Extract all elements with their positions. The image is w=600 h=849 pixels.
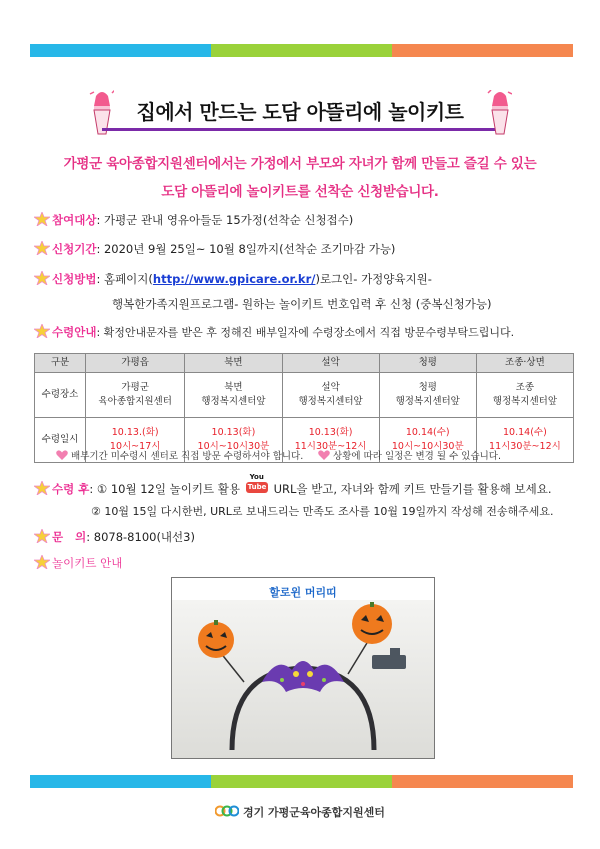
star-icon [34,212,50,226]
star-icon [34,555,50,569]
receive-label: 수령안내 [52,325,97,339]
top-bar-blue [30,44,211,57]
kit-row [34,555,122,571]
homepage-link[interactable]: http://www.gpicare.or.kr/ [152,272,316,286]
right-crayon-icon [486,90,512,138]
schedule-table [34,353,574,463]
row-label: 수령일시 [35,418,86,463]
method-label: 신청방법 [52,272,97,286]
table-header-row [35,354,574,373]
method-prefix: : 홈페이지( [96,272,153,286]
intro-line-2: 도담 아뜰리에 놀이키트를 선착순 신청받습니다. [161,184,439,200]
heart-icon [318,450,330,460]
bottom-color-bar [30,775,573,788]
footer [0,804,600,820]
table-row [35,373,574,418]
title-underline [102,128,498,131]
table-cell: 10.13(화) 10시~10시30분 [185,418,282,463]
receive-value: : 확정안내문자를 받은 후 정해진 배부일자에 수령장소에서 직접 방문수령부탁드립니다. [96,326,515,339]
kit-photo [171,577,435,759]
table-cell: 10.14(수) 10시~10시30분 [379,418,476,463]
table-cell: 10.13(화) 11시30분~12시 [282,418,379,463]
after-label: 수령 후 [52,482,90,496]
method-line-2: 행복한가족지원프로그램- 원하는 놀이키트 번호입력 후 신청 (중복신청가능) [112,297,492,311]
star-icon [34,324,50,338]
top-color-bar [30,44,573,57]
target-label: 참여대상 [52,213,97,227]
table-cell: 조종 행정복지센터앞 [476,373,573,418]
star-icon [34,529,50,543]
table-header-cell: 청평 [379,354,476,373]
heart-icon [56,450,68,460]
table-header-cell: 가평읍 [86,354,185,373]
table-cell: 10.13.(화) 10시~17시 [86,418,185,463]
after-line-1a: : ① 10월 12일 놀이키트 활용 [89,482,240,496]
period-label: 신청기간 [52,242,97,256]
center-logo-icon [215,804,239,818]
bottom-bar-blue [30,775,211,788]
table-header-cell: 북면 [185,354,282,373]
halloween-headband-image [172,600,434,759]
kit-label: 놀이키트 안내 [52,556,123,570]
table-cell: 가평군 육아종합지원센터 [86,373,185,418]
bottom-bar-green [211,775,392,788]
period-value: : 2020년 9월 25일~ 10월 8일까지(선착순 조기마감 가능) [96,242,396,256]
table-cell: 북면 행정복지센터앞 [185,373,282,418]
after-line-1b: URL을 받고, 자녀와 함께 키트 만들기를 활용해 보세요. [273,482,552,496]
table-cell: 10.14(수) 11시30분~12시 [476,418,573,463]
star-icon [34,241,50,255]
top-bar-orange [392,44,573,57]
table-cell: 설악 행정복지센터앞 [282,373,379,418]
footer-org-name: 경기 가평군육아종합지원센터 [242,806,385,819]
page-title: 집에서 만드는 도담 아뜰리에 놀이키트 [136,100,464,124]
method-row [34,271,432,287]
table-header-cell: 설악 [282,354,379,373]
table-cell: 청평 행정복지센터앞 [379,373,476,418]
kit-photo-title: 할로윈 머리띠 [269,586,337,599]
title-block [88,90,512,138]
contact-row [34,529,195,545]
note-2: 상황에 따라 일정은 변경 될 수 있습니다. [318,448,501,462]
receive-row [34,324,514,340]
target-row [34,212,353,228]
intro-line-1: 가평군 육아종합지원센터에서는 가정에서 부모와 자녀가 함께 만들고 즐길 수 있는 [63,156,537,172]
contact-label: 문 의 [52,530,87,544]
table-header-cell: 구분 [35,354,86,373]
after-line-2: ② 10월 15일 다시한번, URL로 보내드리는 만족도 조사를 10월 19일까지 작성해 전송해주세요. [91,505,554,518]
table-header-cell: 조종·상면 [476,354,573,373]
period-row [34,241,395,257]
star-icon [34,271,50,285]
row-label: 수령장소 [35,373,86,418]
note-1: 배부기간 미수령시 센터로 직접 방문 수령하셔야 합니다. [56,448,303,462]
after-row [34,473,552,497]
target-value: : 가평군 관내 영유아들둔 15가정(선착순 신청접수) [96,213,354,227]
contact-value: : 8078-8100(내선3) [86,530,195,544]
star-icon [34,481,50,495]
top-bar-green [211,44,392,57]
method-suffix: )로그인- 가정양육지원- [315,272,432,286]
youtube-icon: You Tube [247,473,267,491]
bottom-bar-orange [392,775,573,788]
